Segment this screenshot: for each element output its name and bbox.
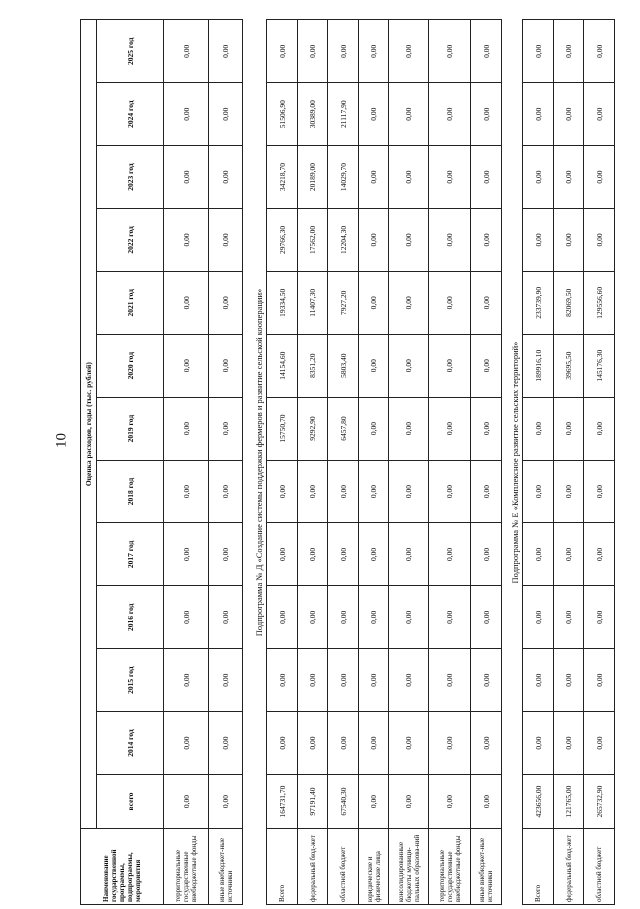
table-row (209, 20, 243, 905)
value-cell: 51506,90 (267, 83, 298, 146)
value-cell: 0,00 (209, 712, 243, 775)
value-cell: 0,00 (359, 146, 389, 209)
value-cell: 164731,70 (267, 775, 298, 829)
value-cell: 0,00 (209, 460, 243, 523)
header-name-col: Наименование государственной программы, подпрограммы, мероприятия (81, 829, 164, 905)
value-cell: 0,00 (429, 460, 471, 523)
value-cell: 0,00 (209, 397, 243, 460)
header-year: 2020 год (97, 334, 164, 397)
value-cell: 0,00 (298, 712, 328, 775)
value-cell: 0,00 (584, 83, 615, 146)
value-cell: 0,00 (389, 397, 429, 460)
value-cell: 0,00 (209, 586, 243, 649)
row-label: территориальные государственные внебюджетные фонды (164, 829, 209, 905)
header-year: 2015 год (97, 649, 164, 712)
table-row (584, 20, 615, 905)
value-cell: 0,00 (267, 586, 298, 649)
value-cell: 0,00 (471, 775, 502, 829)
table-row (267, 20, 298, 905)
value-cell: 0,00 (359, 397, 389, 460)
value-cell: 39695,50 (554, 334, 584, 397)
row-label: территориальные государственные внебюджетные фонды (429, 829, 471, 905)
value-cell: 0,00 (523, 460, 554, 523)
value-cell: 0,00 (429, 586, 471, 649)
value-cell: 0,00 (389, 460, 429, 523)
subprogram-e-title: Подпрограмма № Е «Комплексное развитие сельских территорий» (510, 341, 520, 584)
value-cell: 0,00 (389, 649, 429, 712)
value-cell: 0,00 (429, 712, 471, 775)
value-cell: 0,00 (584, 586, 615, 649)
value-cell: 0,00 (359, 83, 389, 146)
header-year: 2023 год (97, 146, 164, 209)
page-number: 10 (53, 433, 70, 448)
header-year: 2021 год (97, 271, 164, 334)
value-cell: 0,00 (523, 586, 554, 649)
value-cell: 0,00 (209, 20, 243, 83)
value-cell: 0,00 (584, 397, 615, 460)
subprogram-e-table (522, 19, 615, 905)
value-cell: 0,00 (164, 586, 209, 649)
table-row (389, 20, 429, 905)
value-cell: 0,00 (209, 649, 243, 712)
value-cell: 0,00 (328, 20, 359, 83)
value-cell: 0,00 (164, 271, 209, 334)
header-year: 2019 год (97, 397, 164, 460)
header-total: всего (97, 775, 164, 829)
value-cell: 11407,30 (298, 271, 328, 334)
value-cell: 423656,00 (523, 775, 554, 829)
row-label: Всего (523, 829, 554, 905)
value-cell: 5803,40 (328, 334, 359, 397)
value-cell: 0,00 (359, 712, 389, 775)
value-cell: 14029,70 (328, 146, 359, 209)
value-cell: 0,00 (359, 208, 389, 271)
value-cell: 0,00 (389, 586, 429, 649)
subprogram-d-title: Подпрограмма № Д «Создание системы поддержки фермеров и развитие сельской кооперации» (254, 288, 264, 637)
value-cell: 0,00 (523, 649, 554, 712)
row-label: Всего (267, 829, 298, 905)
value-cell: 0,00 (554, 397, 584, 460)
value-cell: 0,00 (429, 83, 471, 146)
value-cell: 0,00 (164, 712, 209, 775)
value-cell: 0,00 (584, 712, 615, 775)
value-cell: 29766,30 (267, 208, 298, 271)
table-row (359, 20, 389, 905)
value-cell: 67540,30 (328, 775, 359, 829)
rotated-page-content (80, 20, 605, 905)
value-cell: 0,00 (328, 586, 359, 649)
value-cell: 0,00 (164, 460, 209, 523)
value-cell: 0,00 (328, 712, 359, 775)
value-cell: 0,00 (209, 775, 243, 829)
value-cell: 0,00 (209, 83, 243, 146)
value-cell: 0,00 (298, 586, 328, 649)
header-year: 2024 год (97, 83, 164, 146)
value-cell: 0,00 (554, 523, 584, 586)
value-cell: 0,00 (471, 523, 502, 586)
value-cell: 0,00 (359, 649, 389, 712)
value-cell: 0,00 (584, 460, 615, 523)
value-cell: 6457,80 (328, 397, 359, 460)
value-cell: 189916,10 (523, 334, 554, 397)
value-cell: 0,00 (209, 523, 243, 586)
value-cell: 0,00 (554, 712, 584, 775)
value-cell: 0,00 (164, 83, 209, 146)
value-cell: 0,00 (298, 649, 328, 712)
value-cell: 0,00 (523, 20, 554, 83)
value-cell: 0,00 (389, 775, 429, 829)
value-cell: 0,00 (554, 460, 584, 523)
value-cell: 7927,20 (328, 271, 359, 334)
value-cell: 0,00 (554, 20, 584, 83)
value-cell: 0,00 (328, 523, 359, 586)
value-cell: 0,00 (164, 20, 209, 83)
value-cell: 15750,70 (267, 397, 298, 460)
table-row (429, 20, 471, 905)
value-cell: 0,00 (164, 208, 209, 271)
value-cell: 0,00 (359, 586, 389, 649)
value-cell: 0,00 (164, 523, 209, 586)
value-cell: 0,00 (389, 334, 429, 397)
value-cell: 0,00 (429, 20, 471, 83)
value-cell: 0,00 (359, 523, 389, 586)
value-cell: 0,00 (471, 334, 502, 397)
value-cell: 121765,00 (554, 775, 584, 829)
table-row (523, 20, 554, 905)
subprogram-d-table (266, 19, 502, 905)
value-cell: 0,00 (389, 208, 429, 271)
value-cell: 0,00 (164, 334, 209, 397)
value-cell: 0,00 (164, 649, 209, 712)
value-cell: 0,00 (328, 649, 359, 712)
value-cell: 0,00 (267, 460, 298, 523)
value-cell: 82069,50 (554, 271, 584, 334)
value-cell: 0,00 (429, 271, 471, 334)
value-cell: 0,00 (584, 523, 615, 586)
value-cell: 0,00 (328, 460, 359, 523)
value-cell: 0,00 (267, 20, 298, 83)
value-cell: 0,00 (584, 146, 615, 209)
value-cell: 0,00 (523, 146, 554, 209)
value-cell: 0,00 (471, 271, 502, 334)
value-cell: 0,00 (389, 146, 429, 209)
value-cell: 0,00 (359, 20, 389, 83)
header-year: 2022 год (97, 208, 164, 271)
row-label: юридические и физические лица (359, 829, 389, 905)
value-cell: 0,00 (359, 775, 389, 829)
value-cell: 0,00 (471, 83, 502, 146)
value-cell: 97191,40 (298, 775, 328, 829)
value-cell: 0,00 (554, 208, 584, 271)
value-cell: 145176,30 (584, 334, 615, 397)
row-label: областной бюджет (328, 829, 359, 905)
value-cell: 0,00 (471, 649, 502, 712)
value-cell: 0,00 (298, 460, 328, 523)
table-row (164, 20, 209, 905)
table-row (298, 20, 328, 905)
value-cell: 0,00 (164, 146, 209, 209)
value-cell: 0,00 (584, 208, 615, 271)
value-cell: 0,00 (471, 586, 502, 649)
value-cell: 0,00 (298, 20, 328, 83)
value-cell: 0,00 (389, 712, 429, 775)
row-label: федеральный бюд-жет (298, 829, 328, 905)
value-cell: 0,00 (429, 334, 471, 397)
value-cell: 0,00 (554, 146, 584, 209)
value-cell: 14154,60 (267, 334, 298, 397)
value-cell: 0,00 (429, 523, 471, 586)
value-cell: 8351,20 (298, 334, 328, 397)
value-cell: 0,00 (267, 712, 298, 775)
table-row (554, 20, 584, 905)
value-cell: 0,00 (359, 334, 389, 397)
value-cell: 0,00 (471, 460, 502, 523)
row-label: иные внебюджет-ные источники (471, 829, 502, 905)
value-cell: 0,00 (209, 334, 243, 397)
value-cell: 12204,30 (328, 208, 359, 271)
header-table (80, 19, 243, 905)
value-cell: 19334,50 (267, 271, 298, 334)
value-cell: 0,00 (429, 775, 471, 829)
value-cell: 0,00 (209, 271, 243, 334)
table-row (328, 20, 359, 905)
header-year: 2025 год (97, 20, 164, 83)
value-cell: 0,00 (471, 20, 502, 83)
value-cell: 0,00 (389, 20, 429, 83)
value-cell: 17562,00 (298, 208, 328, 271)
header-year: 2018 год (97, 460, 164, 523)
row-label: областной бюджет (584, 829, 615, 905)
value-cell: 0,00 (389, 83, 429, 146)
value-cell: 0,00 (471, 712, 502, 775)
value-cell: 233739,90 (523, 271, 554, 334)
value-cell: 0,00 (554, 649, 584, 712)
value-cell: 0,00 (429, 649, 471, 712)
value-cell: 0,00 (267, 523, 298, 586)
row-label: консолидированные бюджеты муници-пальных образова-ний (389, 829, 429, 905)
header-year: 2014 год (97, 712, 164, 775)
value-cell: 34218,70 (267, 146, 298, 209)
row-label: иные внебюджет-ные источники (209, 829, 243, 905)
value-cell: 0,00 (359, 460, 389, 523)
value-cell: 0,00 (523, 208, 554, 271)
header-year: 2016 год (97, 586, 164, 649)
value-cell: 0,00 (584, 649, 615, 712)
header-year: 2017 год (97, 523, 164, 586)
value-cell: 0,00 (523, 523, 554, 586)
value-cell: 0,00 (584, 20, 615, 83)
value-cell: 0,00 (359, 271, 389, 334)
value-cell: 0,00 (554, 83, 584, 146)
value-cell: 0,00 (209, 146, 243, 209)
value-cell: 20189,00 (298, 146, 328, 209)
table-row (471, 20, 502, 905)
value-cell: 0,00 (209, 208, 243, 271)
value-cell: 129556,60 (584, 271, 615, 334)
value-cell: 0,00 (164, 775, 209, 829)
value-cell: 0,00 (267, 649, 298, 712)
row-label: федеральный бюд-жет (554, 829, 584, 905)
value-cell: 0,00 (523, 712, 554, 775)
value-cell: 21117,90 (328, 83, 359, 146)
value-cell: 0,00 (471, 397, 502, 460)
value-cell: 0,00 (429, 397, 471, 460)
value-cell: 30389,00 (298, 83, 328, 146)
value-cell: 265732,90 (584, 775, 615, 829)
header-estimate: Оценка расходов, годы (тыс. рублей) (81, 20, 97, 829)
value-cell: 0,00 (389, 271, 429, 334)
value-cell: 9292,90 (298, 397, 328, 460)
value-cell: 0,00 (471, 146, 502, 209)
value-cell: 0,00 (554, 586, 584, 649)
value-cell: 0,00 (389, 523, 429, 586)
value-cell: 0,00 (429, 146, 471, 209)
value-cell: 0,00 (523, 397, 554, 460)
value-cell: 0,00 (523, 83, 554, 146)
value-cell: 0,00 (164, 397, 209, 460)
value-cell: 0,00 (429, 208, 471, 271)
value-cell: 0,00 (471, 208, 502, 271)
value-cell: 0,00 (298, 523, 328, 586)
